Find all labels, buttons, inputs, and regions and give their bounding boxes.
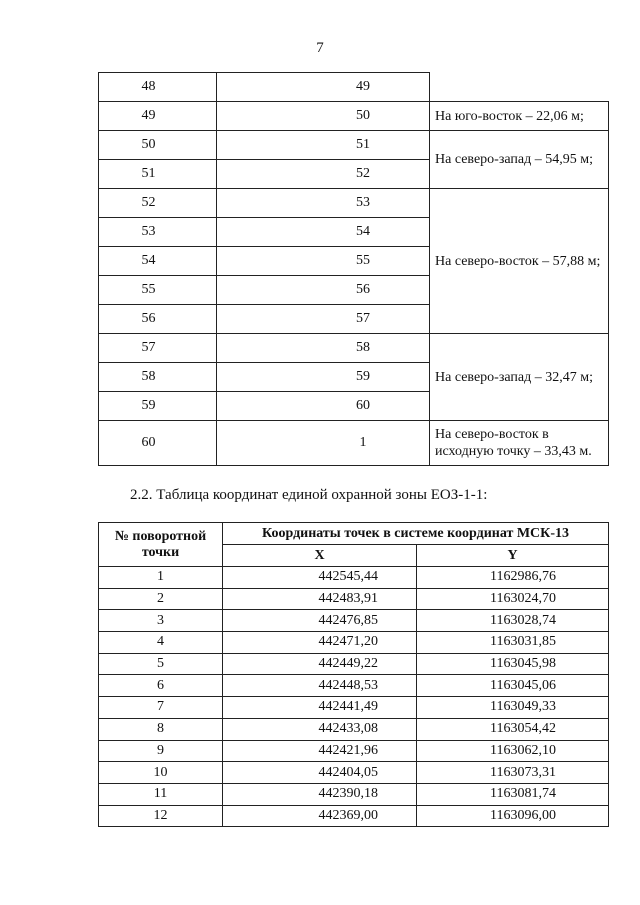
direction-cell: На северо-восток – 57,88 м;: [430, 189, 609, 334]
point-number: 4: [99, 632, 223, 654]
point-number: 9: [99, 740, 223, 762]
y-value: 1163081,74: [417, 783, 609, 805]
x-value: 442369,00: [223, 805, 417, 827]
point-number: 1: [99, 567, 223, 589]
coordinates-table: [98, 522, 609, 827]
from-point: 51: [99, 160, 217, 189]
point-number: 11: [99, 783, 223, 805]
x-value: 442433,08: [223, 718, 417, 740]
y-value: 1163054,42: [417, 718, 609, 740]
y-value: 1163062,10: [417, 740, 609, 762]
from-point: 50: [99, 131, 217, 160]
table-row: [99, 718, 609, 740]
table-row: [99, 421, 609, 466]
point-number: 6: [99, 675, 223, 697]
from-point: 60: [99, 421, 217, 466]
table-row: [99, 653, 609, 675]
x-value: 442483,91: [223, 588, 417, 610]
point-number: 10: [99, 762, 223, 784]
to-point: 54: [217, 218, 430, 247]
x-value: 442545,44: [223, 567, 417, 589]
point-number: 5: [99, 653, 223, 675]
to-point: 51: [217, 131, 430, 160]
x-header: X: [223, 545, 417, 567]
x-value: 442421,96: [223, 740, 417, 762]
page-number: 7: [316, 40, 324, 56]
point-number: 8: [99, 718, 223, 740]
y-value: 1163045,98: [417, 653, 609, 675]
from-point: 48: [99, 73, 217, 102]
table-row: [99, 610, 609, 632]
y-value: 1163028,74: [417, 610, 609, 632]
from-point: 57: [99, 334, 217, 363]
y-value: 1163096,00: [417, 805, 609, 827]
direction-cell: На северо-запад – 54,95 м;: [430, 131, 609, 189]
direction-cell: На юго-восток – 22,06 м;: [430, 102, 609, 131]
from-point: 56: [99, 305, 217, 334]
point-number-header: № поворотной точки: [99, 523, 223, 567]
x-value: 442441,49: [223, 697, 417, 719]
table-row: [99, 189, 609, 218]
y-value: 1163049,33: [417, 697, 609, 719]
table-row: [99, 783, 609, 805]
y-value: 1163024,70: [417, 588, 609, 610]
x-value: 442404,05: [223, 762, 417, 784]
table-row: [99, 632, 609, 654]
y-value: 1163045,06: [417, 675, 609, 697]
table-row: [99, 334, 609, 363]
x-value: 442448,53: [223, 675, 417, 697]
route-table: [98, 72, 609, 466]
to-point: 57: [217, 305, 430, 334]
to-point: 50: [217, 102, 430, 131]
point-number: 12: [99, 805, 223, 827]
to-point: 56: [217, 276, 430, 305]
from-point: 59: [99, 392, 217, 421]
section-heading: 2.2. Таблица координат единой охранной зоны ЕОЗ-1-1:: [130, 487, 488, 503]
x-value: 442476,85: [223, 610, 417, 632]
to-point: 55: [217, 247, 430, 276]
direction-cell-empty: [430, 73, 609, 102]
to-point: 58: [217, 334, 430, 363]
from-point: 49: [99, 102, 217, 131]
to-point: 52: [217, 160, 430, 189]
y-value: 1162986,76: [417, 567, 609, 589]
table-row: [99, 567, 609, 589]
coordinates-group-header: Координаты точек в системе координат МСК-13: [223, 523, 609, 545]
from-point: 54: [99, 247, 217, 276]
header-row: [99, 523, 609, 545]
table-row: [99, 102, 609, 131]
point-number: 3: [99, 610, 223, 632]
table-row: [99, 131, 609, 160]
x-value: 442449,22: [223, 653, 417, 675]
direction-cell: На северо-запад – 32,47 м;: [430, 334, 609, 421]
from-point: 53: [99, 218, 217, 247]
to-point: 1: [217, 421, 430, 466]
point-number: 7: [99, 697, 223, 719]
table-row: [99, 73, 609, 102]
y-header: Y: [417, 545, 609, 567]
to-point: 60: [217, 392, 430, 421]
table-row: [99, 675, 609, 697]
to-point: 53: [217, 189, 430, 218]
to-point: 59: [217, 363, 430, 392]
x-value: 442471,20: [223, 632, 417, 654]
direction-cell: На северо-восток в исходную точку – 33,43 м.: [430, 421, 609, 466]
x-value: 442390,18: [223, 783, 417, 805]
y-value: 1163073,31: [417, 762, 609, 784]
point-number: 2: [99, 588, 223, 610]
table-row: [99, 805, 609, 827]
from-point: 58: [99, 363, 217, 392]
from-point: 52: [99, 189, 217, 218]
table-row: [99, 588, 609, 610]
table-row: [99, 740, 609, 762]
from-point: 55: [99, 276, 217, 305]
table-row: [99, 697, 609, 719]
to-point: 49: [217, 73, 430, 102]
y-value: 1163031,85: [417, 632, 609, 654]
table-row: [99, 762, 609, 784]
